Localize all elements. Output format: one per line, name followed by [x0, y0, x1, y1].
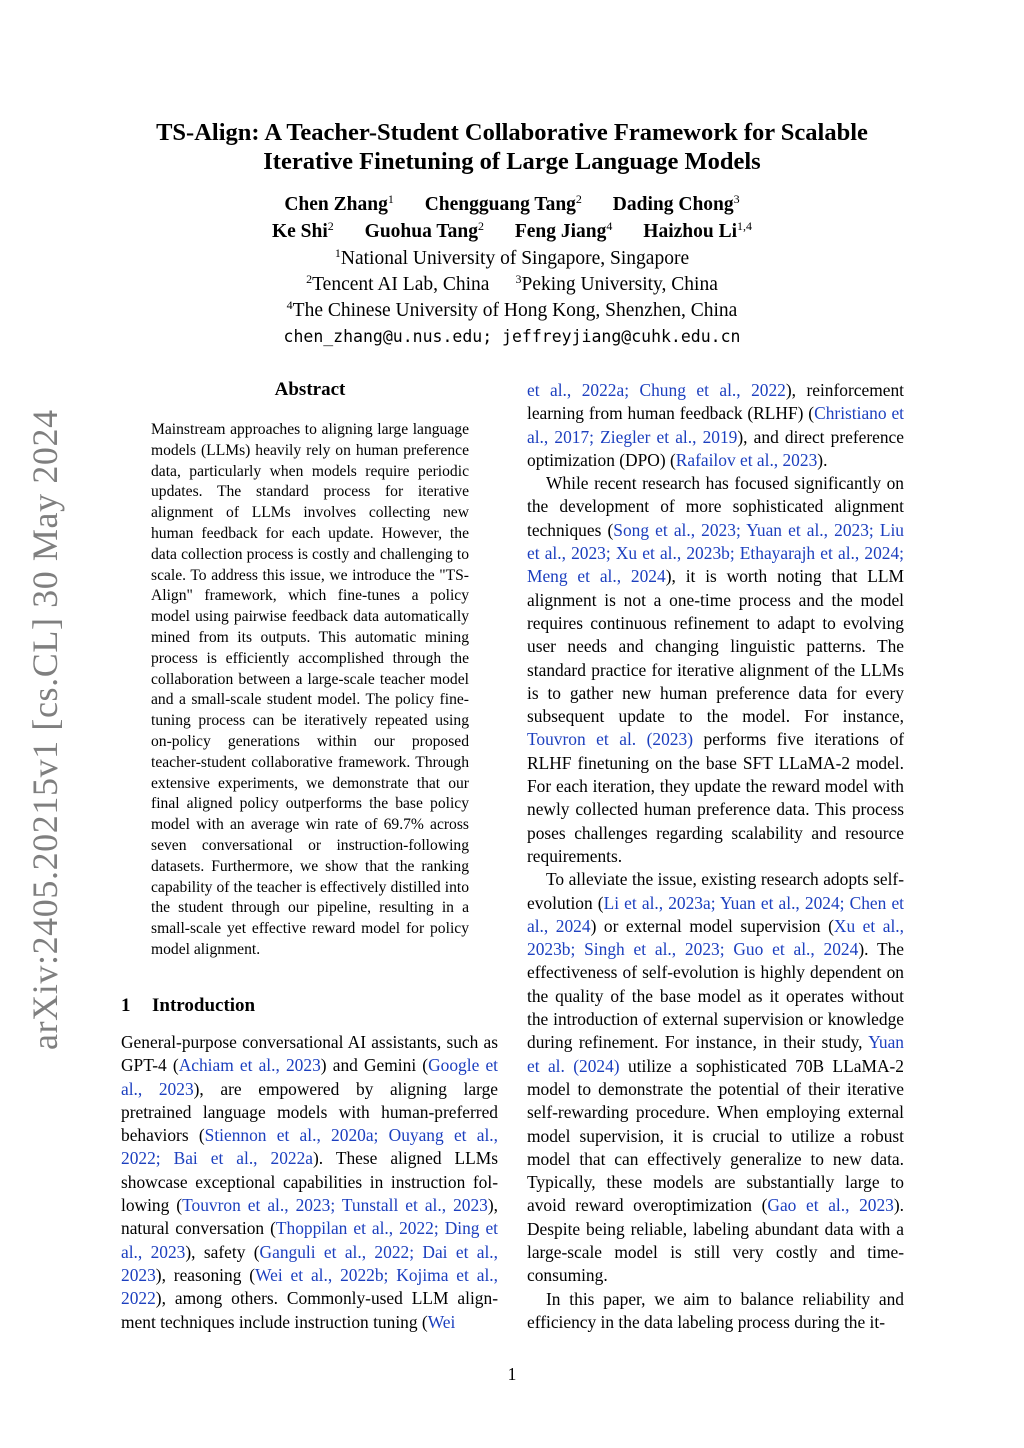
citation-link[interactable]: Xu et al., 2023b; Singh et al., 2023; Guo et al., 2024 — [527, 915, 905, 960]
author: Ke Shi$^2$ — [271, 219, 334, 242]
citation-link[interactable]: Touvron et al., 2023; Tunstall et al., 2023 — [182, 1195, 488, 1216]
paper-title — [110, 118, 914, 176]
affiliation-line-3: $^4$The Chinese University of Hong Kong, Shenzhen, China — [286, 298, 738, 321]
citation-link[interactable]: Wei — [427, 1311, 456, 1332]
intro-paragraph-2: While recent research has focused significantly on the development of more sophisticated alignment techniques (Song et al., 2023; Yuan et al., 2023; Liu et al., 2023; Xu et al., 2023b; Ethayarajh et al., 2024; Meng et al., 2024), it is worth noting that LLM alignment is not a one-time process and the model requires continuous refinement to adapt to evolving user needs and changing linguistic patterns. The standard practice for iterative alignment of the LLMs is to gather new human preference data for every subsequent update to the model. For instance, Touvron et al. (2023) performs five iterations of RLHF finetuning on the base SFT LLaMA-2 model. For each iteration, they update the reward model with newly collected human preference data. This process poses challenges regarding scalability and resource requirements. — [527, 473, 905, 866]
citation-link[interactable]: Stiennon et al., 2020a; Ouyang et al., 2022; Bai et al., 2022a — [121, 1125, 498, 1169]
page-number: 1 — [507, 1364, 517, 1384]
citation-link[interactable]: Touvron et al. (2023) — [527, 729, 693, 750]
intro-paragraph-3: To alleviate the issue, existing research adopts self-evolution (Li et al., 2023a; Yuan et al., 2024; Chen et al., 2024) or external model supervision (Xu et al., 2023b; Singh et al., 2023; Guo et al., 2024). The effectiveness of self-evolution is highly dependent on the quality of the base model as it operates without the introduction of external supervision or knowledge during refinement. For instance, in their study, Yuan et al. (2024) utilize a sophisticated 70B LLaMA-2 model to demonstrate the potential of their iterative self-rewarding procedure. When employing external model supervision, it is crucial to utilize a robust model that can effectively generalize to new data. Typically, these models are substantially large to avoid reward overoptimization (Gao et al., 2023). Despite being reliable, labeling abundant data with a large-scale model is still very costly and time-consuming. — [527, 869, 905, 1286]
citation-link[interactable]: Christiano et al., 2017; Ziegler et al., 2019 — [527, 403, 904, 447]
author-emails: chen_zhang@u.nus.edu; jeffreyjiang@cuhk.edu.cn — [283, 327, 741, 346]
citation-link[interactable]: et al., 2022a; Chung et al., 2022 — [527, 380, 786, 400]
intro-paragraph-1: General-purpose conversational AI assistants, such as GPT-4 (Achiam et al., 2023) and Gemini (Google et al., 2023), are empowered by aligning large pretrained language models with human-preferred behaviors (Stiennon et al., 2020a; Ouyang et al., 2022; Bai et al., 2022a). These aligned LLMs showcase exceptional capabilities in instruction following (Touvron et al., 2023; Tunstall et al., 2023), natural conversation (Thoppilan et al., 2022; Ding et al., 2023), safety (Ganguli et al., 2022; Dai et al., 2023), reasoning (Wei et al., 2022b; Kojima et al., 2022), among others. Commonly-used LLM alignment techniques include instruction tuning (Wei — [121, 1032, 498, 1332]
citation-link[interactable]: Thoppilan et al., 2022; Ding et al., 2023 — [121, 1218, 498, 1262]
affiliation-line-2: $^2$Tencent AI Lab, China $^3$Peking University, China — [306, 272, 718, 295]
author-line-2 — [110, 219, 914, 245]
abstract-heading: Abstract — [274, 379, 346, 400]
author: Dading Chong$^3$ — [612, 192, 740, 215]
author: Haizhou Li$^{1,4}$ — [643, 219, 753, 242]
citation-link[interactable]: Ganguli et al., 2022; Dai et al., 2023 — [121, 1241, 498, 1285]
title-line-2: Iterative Finetuning of Large Language Models — [263, 148, 761, 175]
intro-column-right — [527, 379, 904, 1334]
section-heading-introduction: 1 Introduction — [121, 995, 256, 1016]
affiliation-line-1: $^1$National University of Singapore, Singapore — [334, 246, 690, 269]
author: Guohua Tang$^2$ — [364, 219, 484, 242]
title-line-1: TS-Align: A Teacher-Student Collaborative Framework for Scalable — [156, 119, 868, 146]
author: Feng Jiang$^4$ — [514, 219, 613, 242]
citation-link[interactable]: Yuan et al. (2024) — [527, 1032, 904, 1076]
intro-paragraph-4: In this paper, we aim to balance reliability and efficiency in the data labeling process during the it- — [527, 1288, 904, 1332]
abstract-text: Mainstream approaches to aligning large language models (LLMs) heavily rely on human preference data, particularly when models require periodic updates. The standard process for iterative alignment of LLMs involves collecting new human feedback for each update. However, the data collection process is costly and challenging to scale. To address this issue, we introduce the "TS-Align" framework, which fine-tunes a policy model using pairwise feedback data automatically mined from its outputs. This automatic mining process is efficiently accomplished through the collaboration between a large-scale teacher model and a small-scale student model. The policy fine-tuning process can be iteratively repeated using on-policy generations within our proposed teacher-student collaborative framework. Through extensive experiments, we demonstrate that our final aligned policy outperforms the base policy model with an average win rate of 69.7% across seven conversational or instruction-following datasets. Furthermore, we show that the ranking capability of the teacher is effectively distilled into the student through our pipeline, resulting in a small-scale yet effective reward model for policy model alignment. — [151, 421, 469, 958]
citation-link[interactable]: Song et al., 2023; Yuan et al., 2023; Liu et al., 2023; Xu et al., 2023b; Ethayarajh et al., 2024; Meng et al., 2024 — [527, 519, 904, 587]
intro-column-left — [121, 1031, 498, 1334]
citation-link[interactable]: Rafailov et al., 2023 — [675, 449, 818, 470]
intro-paragraph-1-continued: et al., 2022a; Chung et al., 2022), reinforcement learning from human feedback (RLHF) (Christiano et al., 2017; Ziegler et al., 2019), and direct preference optimization (DPO) (Rafailov et al., 2023). — [527, 380, 904, 470]
citation-link[interactable]: Achiam et al., 2023 — [178, 1055, 321, 1076]
author: Chengguang Tang$^2$ — [424, 192, 582, 215]
citation-link[interactable]: Li et al., 2023a; Yuan et al., 2024; Chen et al., 2024 — [527, 892, 904, 936]
citation-link[interactable]: Gao et al., 2023 — [767, 1195, 894, 1216]
author: Chen Zhang$^1$ — [284, 192, 394, 215]
citation-link[interactable]: Google et al., 2023 — [121, 1055, 498, 1099]
author-line-1 — [110, 192, 914, 218]
arxiv-stamp[interactable]: arXiv:2405.20215v1 [cs.CL] 30 May 2024 — [25, 409, 65, 1050]
citation-link[interactable]: Wei et al., 2022b; Kojima et al., 2022 — [121, 1264, 498, 1309]
